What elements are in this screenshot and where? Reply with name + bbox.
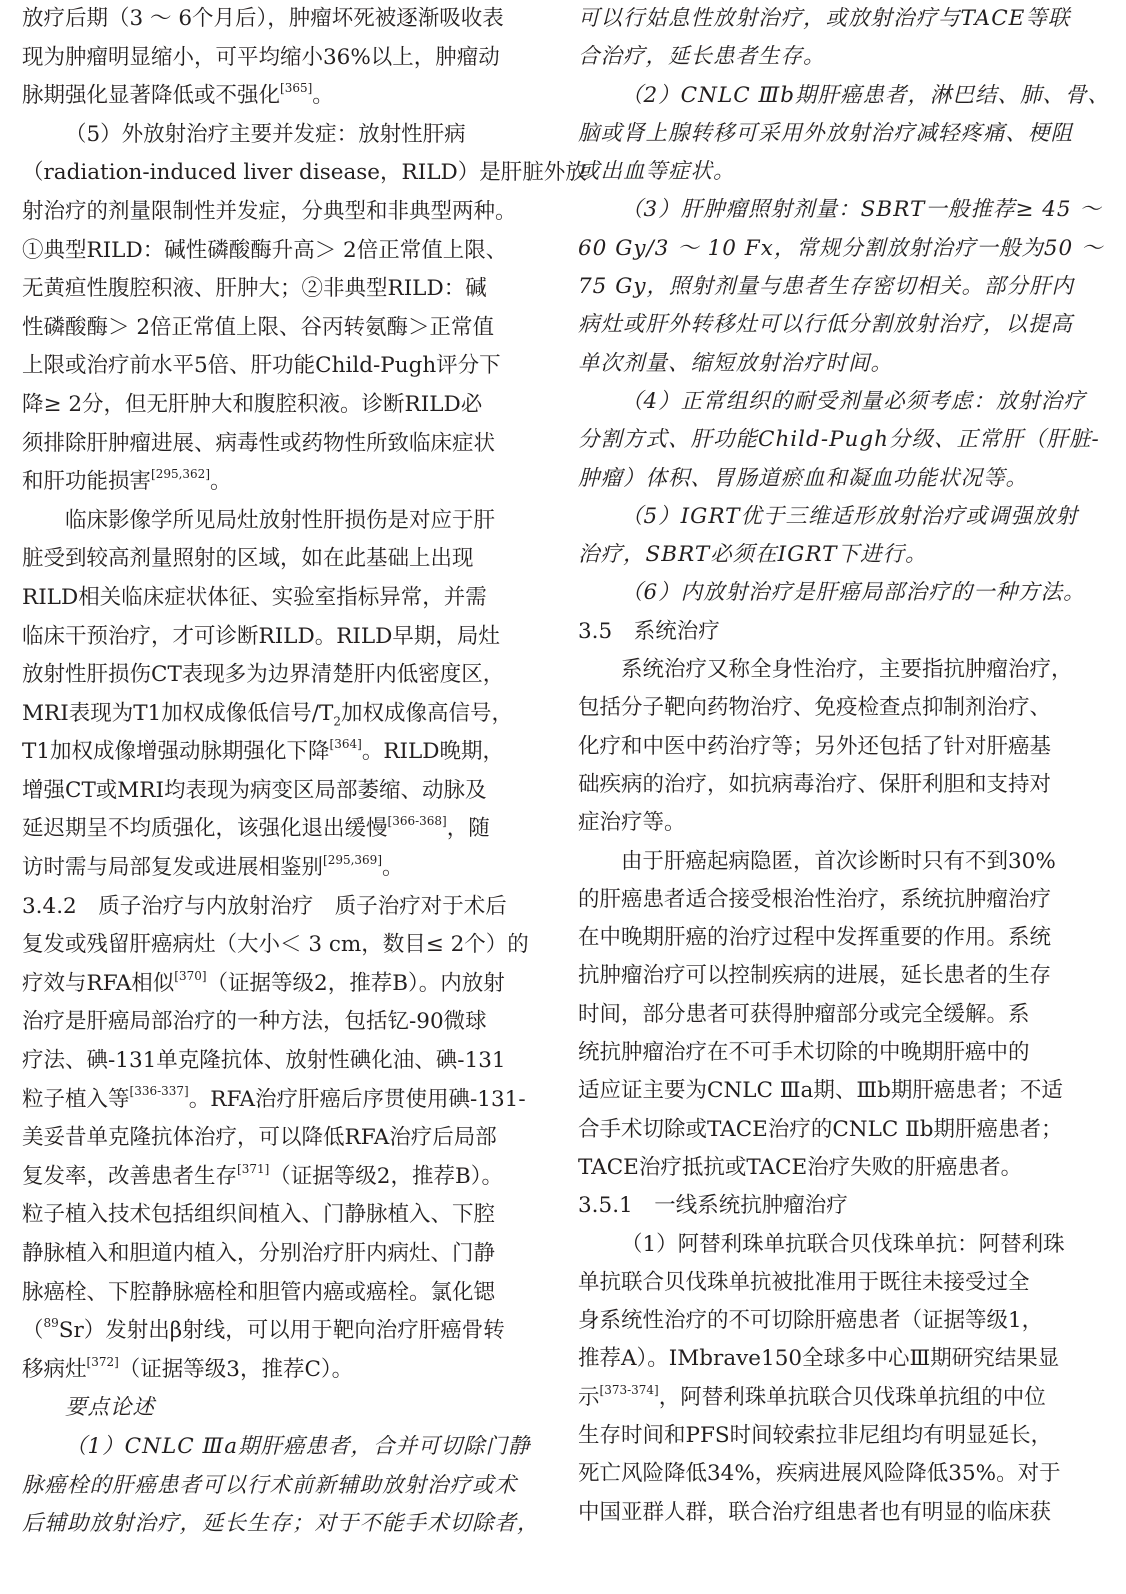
text-line <box>578 574 1086 612</box>
line-text: 射治疗的剂量限制性并发症，分典型和非典型两种。 <box>22 198 517 224</box>
line-text-continued: 。 <box>210 469 232 495</box>
line-text: 病灶或肝外转移灶可以行低分割放射治疗，以提高 <box>578 312 1074 338</box>
line-text: 上限或治疗前水平5倍、肝功能Child-Pugh评分下 <box>22 353 501 379</box>
text-line <box>578 1455 1086 1493</box>
citation-ref: [364] <box>329 737 362 752</box>
line-text: 60 Gy/3 ～ 10 Fx，常规分割放射治疗一般为50 ～ <box>578 235 1104 261</box>
text-line <box>22 1389 530 1428</box>
text-line <box>578 1226 1086 1264</box>
text-line <box>578 1187 1086 1225</box>
text-line <box>22 232 530 271</box>
text-line <box>22 772 530 811</box>
line-text: 要点论述 <box>65 1395 156 1421</box>
text-line <box>578 1340 1086 1378</box>
line-text: 脉癌栓、下腔静脉癌栓和胆管内癌或癌栓。氯化锶 <box>22 1279 496 1305</box>
citation-ref: [366-368] <box>387 814 447 829</box>
line-text-continued: 。 <box>312 83 334 109</box>
text-line <box>22 425 530 464</box>
text-line <box>22 1158 530 1197</box>
text-line <box>22 695 530 734</box>
text-line <box>22 193 530 232</box>
text-line <box>22 116 530 155</box>
text-line <box>578 651 1086 689</box>
text-line <box>22 309 530 348</box>
line-text: 美妥昔单克隆抗体治疗，可以降低RFA治疗后局部 <box>22 1125 497 1151</box>
line-text: 础疾病的治疗，如抗病毒治疗、保肝利胆和支持对 <box>578 771 1052 797</box>
line-text-continued: （证据等级2，推荐B）。内放射 <box>206 970 505 996</box>
line-text: 单次剂量、缩短放射治疗时间。 <box>578 350 894 376</box>
citation-ref: [370] <box>174 968 207 983</box>
text-line <box>578 1302 1086 1340</box>
line-text: 或出血等症状。 <box>578 159 736 185</box>
line-text: （1）CNLC Ⅲa期肝癌患者，合并可切除门静 <box>65 1433 531 1459</box>
line-text: 身系统性治疗的不可切除肝癌患者（证据等级1， <box>578 1308 1044 1334</box>
text-line <box>578 843 1086 881</box>
text-line <box>578 1149 1086 1187</box>
line-text: 合手术切除或TACE治疗的CNLC Ⅱb期肝癌患者； <box>578 1116 1063 1142</box>
text-line <box>22 1119 530 1158</box>
text-line <box>578 613 1086 651</box>
line-text-continued: ，阿替利珠单抗联合贝伐珠单抗组的中位 <box>658 1384 1046 1410</box>
text-line <box>578 153 1086 191</box>
line-text-continued: （证据等级3，推荐C）。 <box>118 1356 354 1382</box>
citation-ref: [372] <box>86 1354 119 1369</box>
line-text-continued: ，随 <box>446 816 490 842</box>
line-text: 放疗后期（3 ～ 6个月后），肿瘤坏死被逐渐吸收表 <box>22 6 504 31</box>
line-text: 脉期强化显著降低或不强化 <box>22 83 281 109</box>
text-line <box>578 383 1086 421</box>
text-line <box>22 888 530 927</box>
text-line <box>22 1235 530 1274</box>
text-line <box>22 77 530 116</box>
text-line <box>22 154 587 193</box>
line-text: （ <box>22 1318 44 1344</box>
line-text-continued: 。RFA治疗肝癌后序贯使用碘-131- <box>188 1086 526 1112</box>
subscript: 2 <box>333 713 341 728</box>
line-text: 抗肿瘤治疗可以控制疾病的进展，延长患者的生存 <box>578 963 1052 989</box>
text-line <box>578 728 1086 766</box>
line-text: 现为肿瘤明显缩小，可平均缩小36%以上，肿瘤动 <box>22 44 500 70</box>
text-line <box>22 1467 530 1506</box>
text-line <box>22 502 530 541</box>
line-text: 脏受到较高剂量照射的区域，如在此基础上出现 <box>22 546 474 572</box>
line-text: ①典型RILD：碱性磷酸酶升高＞ 2倍正常值上限、 <box>22 237 508 263</box>
citation-ref: [295,362] <box>151 466 211 481</box>
text-line <box>22 386 530 425</box>
line-text: 适应证主要为CNLC Ⅲa期、Ⅲb期肝癌患者；不适 <box>578 1078 1063 1104</box>
text-line <box>22 965 530 1004</box>
citation-ref: [373-374] <box>599 1382 659 1397</box>
line-text-continued: 。 <box>382 855 404 881</box>
text-line <box>22 579 530 618</box>
text-line <box>578 0 1086 38</box>
line-text: 症治疗等。 <box>578 810 686 836</box>
line-text: 时间，部分患者可获得肿瘤部分或完全缓解。系 <box>578 1001 1030 1027</box>
line-text: 分割方式、肝功能Child-Pugh分级、正常肝（肝脏- <box>578 427 1100 453</box>
line-text: 复发或残留肝癌病灶（大小＜ 3 cm，数目≤ 2个）的 <box>22 932 529 958</box>
text-line <box>578 498 1086 536</box>
text-line <box>578 1417 1086 1455</box>
line-text: TACE治疗抵抗或TACE治疗失败的肝癌患者。 <box>578 1154 1023 1180</box>
text-line <box>22 1274 530 1313</box>
line-text: 包括分子靶向药物治疗、免疫检查点抑制剂治疗、 <box>578 695 1052 721</box>
line-text: 3.5 系统治疗 <box>578 618 720 644</box>
line-text: 肿瘤）体积、胃肠道瘀血和凝血功能状况等。 <box>578 465 1029 491</box>
line-text: （5）外放射治疗主要并发症：放射性肝病 <box>65 121 466 147</box>
text-line <box>578 1379 1086 1417</box>
text-line <box>22 1312 530 1351</box>
text-line <box>578 421 1100 459</box>
line-text: 脉癌栓的肝癌患者可以行术前新辅助放射治疗或术 <box>22 1472 518 1498</box>
text-line <box>22 733 530 772</box>
text-line <box>578 268 1086 306</box>
line-text: 可以行姑息性放射治疗，或放射治疗与TACE等联 <box>578 6 1071 31</box>
line-text: 临床影像学所见局灶放射性肝损伤是对应于肝 <box>65 507 496 533</box>
text-line <box>578 1072 1086 1110</box>
line-text: 的肝癌患者适合接受根治性治疗，系统抗肿瘤治疗 <box>578 886 1052 912</box>
text-line <box>578 115 1086 153</box>
text-line <box>578 881 1086 919</box>
citation-ref: [365] <box>280 81 313 96</box>
text-line <box>22 1196 530 1235</box>
line-text: （4）正常组织的耐受剂量必须考虑：放射治疗 <box>621 388 1086 414</box>
text-line <box>578 804 1086 842</box>
line-text: 合治疗，延长患者生存。 <box>578 44 826 70</box>
line-text: 疗效与RFA相似 <box>22 970 175 996</box>
line-text: 中国亚群人群，联合治疗组患者也有明显的临床获 <box>578 1499 1052 1525</box>
text-line <box>22 1081 530 1120</box>
citation-ref: [295,369] <box>323 852 383 867</box>
line-text-continued: 加权成像高信号， <box>340 700 513 726</box>
line-text: 在中晚期肝癌的治疗过程中发挥重要的作用。系统 <box>578 925 1052 951</box>
line-text-continued: Sr）发射出β射线，可以用于靶向治疗肝癌骨转 <box>58 1318 505 1344</box>
text-line <box>578 1494 1086 1532</box>
line-text: 静脉植入和胆道内植入，分别治疗肝内病灶、门静 <box>22 1241 496 1266</box>
citation-ref: [371] <box>237 1161 270 1176</box>
text-line <box>578 1034 1086 1072</box>
text-line <box>578 230 1104 268</box>
line-text: 临床干预治疗，才可诊断RILD。RILD早期，局灶 <box>22 623 500 649</box>
line-text: 移病灶 <box>22 1356 87 1382</box>
citation-ref: [336-337] <box>129 1084 189 1099</box>
text-line <box>22 540 530 579</box>
line-text: 粒子植入等 <box>22 1086 130 1112</box>
line-text: 性磷酸酶＞ 2倍正常值上限、谷丙转氨酶＞正常值 <box>22 314 495 340</box>
text-line <box>22 1351 530 1390</box>
line-text: 治疗，SBRT必须在IGRT下进行。 <box>578 542 928 568</box>
line-text: 增强CT或MRI均表现为病变区局部萎缩、动脉及 <box>22 777 487 803</box>
text-line <box>22 618 530 657</box>
line-text: （3）肝肿瘤照射剂量：SBRT一般推荐≥ 45 ～ <box>621 197 1102 223</box>
text-line <box>22 463 530 502</box>
text-line <box>578 345 1086 383</box>
line-text-continued: 。RILD晚期， <box>361 739 505 765</box>
line-text: （6）内放射治疗是肝癌局部治疗的一种方法。 <box>621 580 1086 606</box>
text-line <box>22 1428 530 1467</box>
line-text-continued: （证据等级2，推荐B）。 <box>269 1163 504 1189</box>
line-text: 降≥ 2分，但无肝肿大和腹腔积液。诊断RILD必 <box>22 391 483 417</box>
line-text: 死亡风险降低34%，疾病进展风险降低35%。对于 <box>578 1461 1061 1487</box>
text-line <box>22 0 530 39</box>
text-line <box>22 1003 530 1042</box>
text-line <box>22 1042 530 1081</box>
text-line <box>578 689 1086 727</box>
text-line <box>578 306 1086 344</box>
line-text: 复发率，改善患者生存 <box>22 1163 238 1189</box>
line-text: 单抗联合贝伐珠单抗被批准用于既往未接受过全 <box>578 1269 1030 1295</box>
line-text: 延迟期呈不均质强化，该强化退出缓慢 <box>22 816 388 842</box>
text-line <box>22 656 530 695</box>
line-text: 须排除肝肿瘤进展、病毒性或药物性所致临床症状 <box>22 430 496 456</box>
line-text: （1）阿替利珠单抗联合贝伐珠单抗：阿替利珠 <box>621 1231 1065 1257</box>
text-line <box>22 270 530 309</box>
line-text: 统抗肿瘤治疗在不可手术切除的中晚期肝癌中的 <box>578 1040 1030 1066</box>
text-line <box>22 849 530 888</box>
text-line <box>578 536 1086 574</box>
text-line <box>22 926 530 965</box>
line-text: 生存时间和PFS时间较索拉非尼组均有明显延长， <box>578 1422 1053 1448</box>
line-text: 示 <box>578 1384 600 1410</box>
text-line <box>578 1111 1086 1149</box>
text-line <box>22 39 530 78</box>
line-text: 治疗是肝癌局部治疗的一种方法，包括钇-90微球 <box>22 1009 487 1035</box>
right-column <box>578 0 1111 1532</box>
left-column <box>22 0 587 1544</box>
text-line <box>22 810 530 849</box>
line-text: 化疗和中医中药治疗等；另外还包括了针对肝癌基 <box>578 733 1052 759</box>
line-text: T1加权成像增强动脉期强化下降 <box>22 739 330 765</box>
isotope-mass-number: 89 <box>43 1316 59 1331</box>
text-line <box>578 77 1111 115</box>
text-line <box>578 957 1086 995</box>
line-text: 疗法、碘-131单克隆抗体、放射性碘化油、碘-131 <box>22 1048 506 1074</box>
line-text: （2）CNLC Ⅲb期肝癌患者，淋巴结、肺、骨、 <box>621 82 1111 108</box>
line-text: （5）IGRT优于三维适形放射治疗或调强放射 <box>621 503 1078 529</box>
line-text: 和肝功能损害 <box>22 469 152 495</box>
line-text: 75 Gy，照射剂量与患者生存密切相关。部分肝内 <box>578 274 1075 300</box>
line-text: （radiation-induced liver disease，RILD）是肝脏外放 <box>22 160 587 186</box>
text-line <box>578 460 1086 498</box>
text-line <box>578 919 1086 957</box>
line-text: 无黄疸性腹腔积液、肝肿大；②非典型RILD：碱 <box>22 276 487 302</box>
text-line <box>578 766 1086 804</box>
line-text: 3.5.1 一线系统抗肿瘤治疗 <box>578 1193 848 1219</box>
line-text: 后辅助放射治疗，延长生存；对于不能手术切除者， <box>22 1511 540 1537</box>
line-text: 放射性肝损伤CT表现多为边界清楚肝内低密度区， <box>22 662 505 688</box>
text-line <box>578 996 1086 1034</box>
text-line <box>22 1505 540 1544</box>
text-line <box>578 191 1102 229</box>
line-text: 3.4.2 质子治疗与内放射治疗 质子治疗对于术后 <box>22 893 507 919</box>
text-line <box>578 1264 1086 1302</box>
line-text: 由于肝癌起病隐匿，首次诊断时只有不到30% <box>621 848 1056 874</box>
line-text: RILD相关临床症状体征、实验室指标异常，并需 <box>22 584 487 610</box>
line-text: 脑或肾上腺转移可采用外放射治疗减轻疼痛、梗阻 <box>578 120 1074 146</box>
line-text: 访时需与局部复发或进展相鉴别 <box>22 855 324 881</box>
text-line <box>22 347 530 386</box>
line-text: MRI表现为T1加权成像低信号/T <box>22 700 334 726</box>
line-text: 粒子植入技术包括组织间植入、门静脉植入、下腔 <box>22 1202 496 1228</box>
line-text: 推荐A）。IMbrave150全球多中心Ⅲ期研究结果显 <box>578 1346 1060 1372</box>
line-text: 系统治疗又称全身性治疗，主要指抗肿瘤治疗， <box>621 657 1073 683</box>
text-line <box>578 38 1086 76</box>
